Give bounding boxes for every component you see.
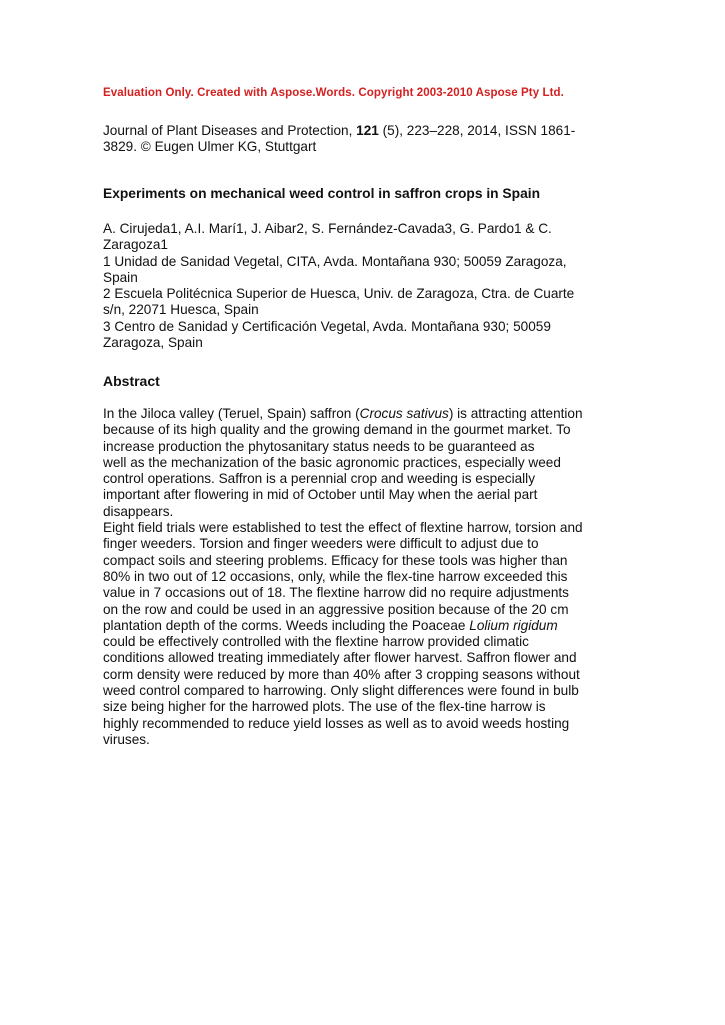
abstract-line: value in 7 occasions out of 18. The flextine harrow did no require adjustments: [103, 585, 569, 601]
abstract-line: finger weeders. Torsion and finger weeders were difficult to adjust due to: [103, 536, 539, 552]
abstract-line: well as the mechanization of the basic agronomic practices, especially weed: [103, 454, 561, 470]
abstract-line: Eight field trials were established to test the effect of flextine harrow, torsion and: [103, 520, 583, 536]
authors-affiliations: [103, 221, 623, 351]
abstract-line: important after flowering in mid of October until May when the aerial part: [103, 487, 538, 503]
abstract-line: weed control compared to harrowing. Only slight differences were found in bulb: [103, 683, 579, 699]
abstract-line: plantation depth of the corms. Weeds including the Poaceae Lolium rigidum: [103, 617, 558, 633]
citation-line-1: Journal of Plant Diseases and Protection, 121 (5), 223–228, 2014, ISSN 1861-: [103, 123, 576, 138]
evaluation-watermark: Evaluation Only. Created with Aspose.Words. Copyright 2003-2010 Aspose Pty Ltd.: [103, 87, 564, 99]
abstract-line: increase production the phytosanitary status needs to be guaranteed as: [103, 438, 535, 454]
journal-citation: [103, 123, 623, 156]
abstract-line: corm density were reduced by more than 40% after 3 cropping seasons without: [103, 666, 580, 682]
abstract-heading: Abstract: [103, 373, 160, 389]
abstract-line: because of its high quality and the growing demand in the gourmet market. To: [103, 422, 571, 438]
abstract-line: control operations. Saffron is a perennial crop and weeding is especially: [103, 471, 535, 487]
citation-volume: 121: [356, 123, 379, 138]
abstract-line: 80% in two out of 12 occasions, only, while the flex-tine harrow exceeded this: [103, 568, 568, 584]
species-name: Lolium rigidum: [469, 617, 558, 633]
abstract-line: viruses.: [103, 731, 150, 747]
abstract-line: compact soils and steering problems. Efficacy for these tools was higher than: [103, 552, 568, 568]
paper-title: Experiments on mechanical weed control in saffron crops in Spain: [103, 186, 541, 201]
affiliation-line: 3 Centro de Sanidad y Certificación Vegetal, Avda. Montañana 930; 50059: [103, 318, 551, 334]
affiliation-line: s/n, 22071 Huesca, Spain: [103, 302, 259, 318]
abstract-line: could be effectively controlled with the flextine harrow provided climatic: [103, 634, 529, 650]
author-line: A. Cirujeda1, A.I. Marí1, J. Aibar2, S. Fernández-Cavada3, G. Pardo1 & C.: [103, 221, 552, 236]
affiliation-line: Spain: [103, 269, 138, 285]
author-line: Zaragoza1: [103, 237, 168, 253]
abstract-body: [103, 406, 623, 748]
affiliation-line: Zaragoza, Spain: [103, 335, 203, 351]
abstract-line: highly recommended to reduce yield losses as well as to avoid weeds hosting: [103, 715, 570, 731]
abstract-line: In the Jiloca valley (Teruel, Spain) saffron (Crocus sativus) is attracting attention: [103, 406, 583, 421]
affiliation-line: 1 Unidad de Sanidad Vegetal, CITA, Avda. Montañana 930; 50059 Zaragoza,: [103, 253, 567, 269]
species-name: Crocus sativus: [359, 406, 449, 421]
citation-line-2: 3829. © Eugen Ulmer KG, Stuttgart: [103, 139, 317, 155]
abstract-line: conditions allowed treating immediately after flower harvest. Saffron flower and: [103, 650, 577, 666]
abstract-line: size being higher for the harrowed plots. The use of the flex-tine harrow is: [103, 699, 546, 715]
abstract-line: disappears.: [103, 503, 174, 519]
affiliation-line: 2 Escuela Politécnica Superior de Huesca, Univ. de Zaragoza, Ctra. de Cuarte: [103, 286, 575, 302]
abstract-line: on the row and could be used in an aggressive position because of the 20 cm: [103, 601, 569, 617]
